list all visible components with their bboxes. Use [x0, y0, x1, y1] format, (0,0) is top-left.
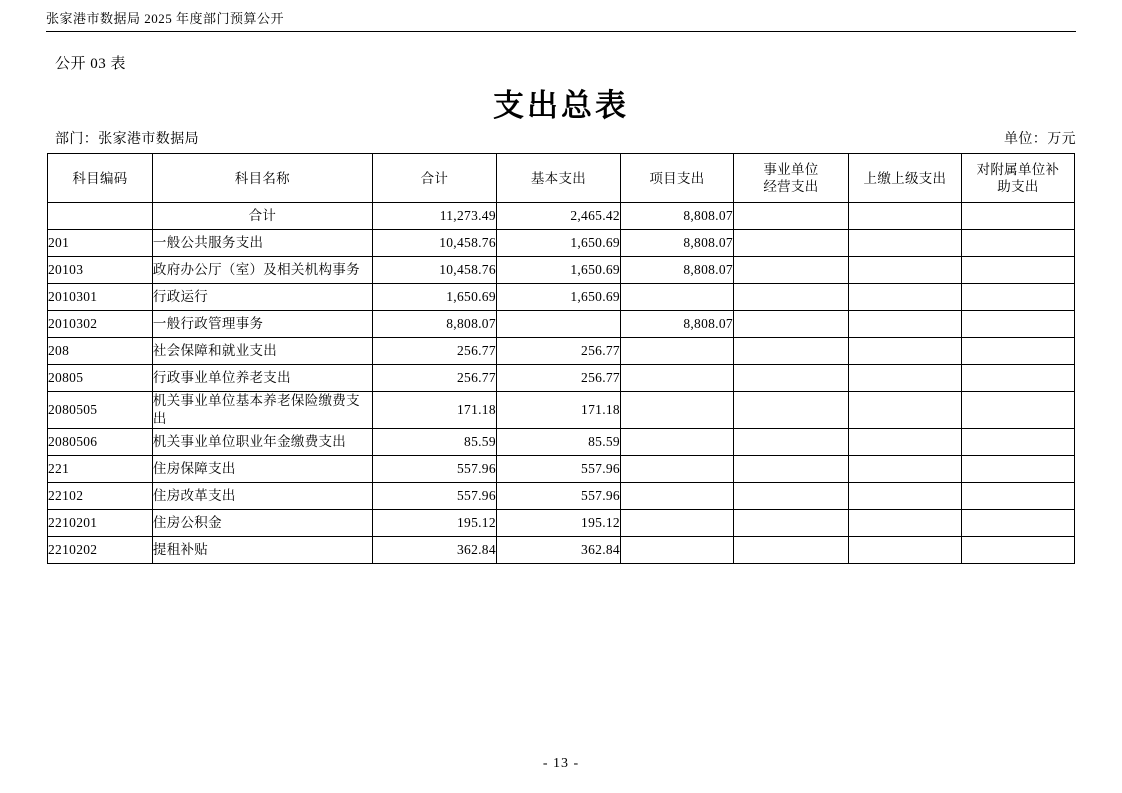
cell-operating: [733, 537, 848, 564]
table-row: [48, 311, 1075, 338]
cell-code: 2080505: [48, 392, 153, 429]
cell-basic: 85.59: [496, 429, 620, 456]
department-label: 部门：张家港市数据局: [55, 132, 199, 147]
cell-total: 10,458.76: [372, 257, 496, 284]
cell-code: 208: [48, 338, 153, 365]
cell-project: [620, 483, 733, 510]
table-row: [48, 483, 1075, 510]
unit-label: 单位：万元: [1004, 132, 1076, 147]
table-header-row: [48, 154, 1075, 203]
cell-total: 557.96: [372, 456, 496, 483]
cell-project: [620, 392, 733, 429]
cell-name: 合计: [152, 203, 372, 230]
cell-name: 行政事业单位养老支出: [152, 365, 372, 392]
col-header-operating: [733, 154, 848, 203]
expenditure-summary-table: [47, 153, 1075, 564]
cell-name: 一般公共服务支出: [152, 230, 372, 257]
table-body: [48, 203, 1075, 564]
form-number: 公开 03 表: [55, 56, 127, 72]
cell-name: 行政运行: [152, 284, 372, 311]
cell-project: [620, 456, 733, 483]
table-row: [48, 429, 1075, 456]
col-header-code: 科目编码: [48, 154, 153, 203]
cell-project: 8,808.07: [620, 203, 733, 230]
cell-subsidy: [961, 311, 1074, 338]
cell-operating: [733, 338, 848, 365]
cell-code: 2210201: [48, 510, 153, 537]
cell-code: 221: [48, 456, 153, 483]
cell-subsidy: [961, 456, 1074, 483]
running-header: 张家港市数据局 2025 年度部门预算公开: [46, 11, 285, 26]
col-header-remit: 上缴上级支出: [848, 154, 961, 203]
table-row: [48, 392, 1075, 429]
cell-total: 85.59: [372, 429, 496, 456]
cell-total: 256.77: [372, 338, 496, 365]
table-row: [48, 230, 1075, 257]
col-header-subsidy-line1: 对附属单位补: [976, 162, 1060, 177]
cell-subsidy: [961, 429, 1074, 456]
cell-remit: [848, 510, 961, 537]
cell-code: [48, 203, 153, 230]
cell-subsidy: [961, 338, 1074, 365]
cell-name: 一般行政管理事务: [152, 311, 372, 338]
cell-project: 8,808.07: [620, 257, 733, 284]
cell-project: [620, 510, 733, 537]
cell-operating: [733, 510, 848, 537]
cell-code: 2010302: [48, 311, 153, 338]
cell-remit: [848, 257, 961, 284]
cell-subsidy: [961, 203, 1074, 230]
cell-code: 22102: [48, 483, 153, 510]
cell-operating: [733, 392, 848, 429]
table-row: [48, 338, 1075, 365]
table-row: [48, 257, 1075, 284]
cell-remit: [848, 456, 961, 483]
cell-total: 557.96: [372, 483, 496, 510]
cell-name: 住房保障支出: [152, 456, 372, 483]
cell-basic: 256.77: [496, 338, 620, 365]
cell-basic: 1,650.69: [496, 284, 620, 311]
cell-operating: [733, 311, 848, 338]
cell-basic: 171.18: [496, 392, 620, 429]
cell-remit: [848, 537, 961, 564]
col-header-total: 合计: [372, 154, 496, 203]
header-divider: [46, 31, 1076, 32]
col-header-project: 项目支出: [620, 154, 733, 203]
cell-name: 政府办公厅（室）及相关机构事务: [152, 257, 372, 284]
cell-remit: [848, 311, 961, 338]
cell-remit: [848, 203, 961, 230]
cell-total: 195.12: [372, 510, 496, 537]
cell-operating: [733, 257, 848, 284]
cell-subsidy: [961, 537, 1074, 564]
cell-name: 住房公积金: [152, 510, 372, 537]
cell-operating: [733, 203, 848, 230]
cell-project: [620, 338, 733, 365]
cell-remit: [848, 483, 961, 510]
cell-total: 362.84: [372, 537, 496, 564]
col-header-operating-line2: 经营支出: [763, 179, 819, 194]
table-row: [48, 365, 1075, 392]
cell-remit: [848, 429, 961, 456]
table-row: [48, 537, 1075, 564]
cell-subsidy: [961, 365, 1074, 392]
cell-project: [620, 537, 733, 564]
cell-code: 20103: [48, 257, 153, 284]
page-number: - 13 -: [542, 756, 580, 771]
cell-total: 11,273.49: [372, 203, 496, 230]
page-title: 支出总表: [493, 88, 629, 123]
col-header-basic: 基本支出: [496, 154, 620, 203]
cell-name: 住房改革支出: [152, 483, 372, 510]
cell-code: 2210202: [48, 537, 153, 564]
table-row: [48, 284, 1075, 311]
table-row: [48, 203, 1075, 230]
cell-code: 201: [48, 230, 153, 257]
col-header-name: 科目名称: [152, 154, 372, 203]
cell-name: 机关事业单位基本养老保险缴费支出: [152, 392, 372, 429]
cell-subsidy: [961, 392, 1074, 429]
table-row: [48, 456, 1075, 483]
cell-remit: [848, 365, 961, 392]
col-header-subsidy-line2: 助支出: [997, 179, 1039, 194]
cell-subsidy: [961, 230, 1074, 257]
cell-basic: 362.84: [496, 537, 620, 564]
cell-operating: [733, 284, 848, 311]
cell-remit: [848, 338, 961, 365]
cell-basic: [496, 311, 620, 338]
cell-total: 1,650.69: [372, 284, 496, 311]
cell-remit: [848, 284, 961, 311]
cell-total: 8,808.07: [372, 311, 496, 338]
col-header-operating-line1: 事业单位: [763, 162, 819, 177]
cell-subsidy: [961, 483, 1074, 510]
cell-remit: [848, 230, 961, 257]
cell-remit: [848, 392, 961, 429]
cell-basic: 557.96: [496, 456, 620, 483]
cell-name: 提租补贴: [152, 537, 372, 564]
cell-subsidy: [961, 284, 1074, 311]
cell-operating: [733, 456, 848, 483]
cell-project: 8,808.07: [620, 311, 733, 338]
cell-subsidy: [961, 257, 1074, 284]
cell-basic: 2,465.42: [496, 203, 620, 230]
cell-code: 2010301: [48, 284, 153, 311]
cell-project: [620, 365, 733, 392]
cell-basic: 557.96: [496, 483, 620, 510]
cell-total: 10,458.76: [372, 230, 496, 257]
cell-operating: [733, 230, 848, 257]
cell-code: 20805: [48, 365, 153, 392]
cell-basic: 1,650.69: [496, 257, 620, 284]
col-header-subsidy: [961, 154, 1074, 203]
cell-project: 8,808.07: [620, 230, 733, 257]
table-row: [48, 510, 1075, 537]
cell-total: 171.18: [372, 392, 496, 429]
cell-project: [620, 284, 733, 311]
cell-project: [620, 429, 733, 456]
cell-basic: 1,650.69: [496, 230, 620, 257]
cell-total: 256.77: [372, 365, 496, 392]
cell-code: 2080506: [48, 429, 153, 456]
cell-basic: 195.12: [496, 510, 620, 537]
cell-name: 机关事业单位职业年金缴费支出: [152, 429, 372, 456]
cell-basic: 256.77: [496, 365, 620, 392]
cell-operating: [733, 483, 848, 510]
cell-operating: [733, 365, 848, 392]
cell-name: 社会保障和就业支出: [152, 338, 372, 365]
cell-operating: [733, 429, 848, 456]
cell-subsidy: [961, 510, 1074, 537]
